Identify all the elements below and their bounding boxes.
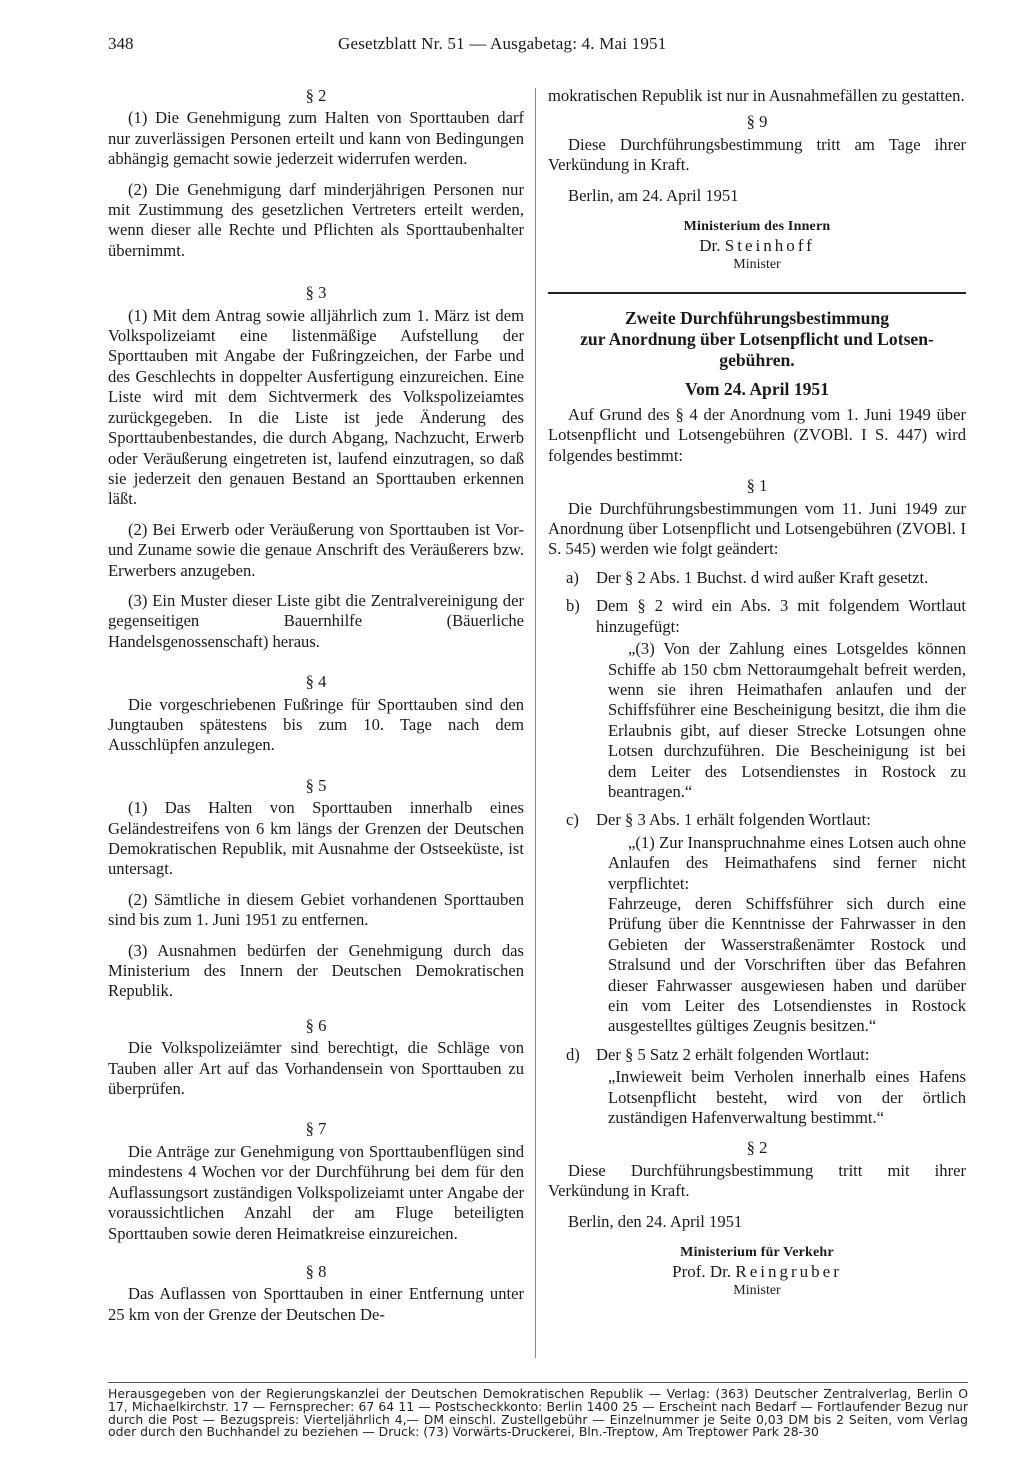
paragraph: Das Auflassen von Sporttauben in einer Entfernung unter 25 km von der Grenze der Deutschen De- [108, 1284, 524, 1324]
section-heading: § 4 [305, 672, 327, 692]
decree-title-line: gebühren. [719, 350, 795, 371]
paragraph: Diese Durchführungsbestimmung tritt mit ihrer Verkündung in Kraft. [548, 1160, 966, 1201]
gazette-title: Gesetzblatt Nr. 51 — Ausgabetag: 4. Mai 1951 [338, 34, 667, 53]
page-header [108, 34, 968, 60]
signer-name: Reingruber [735, 1262, 842, 1282]
quote-paragraph: „(3) Von der Zahlung eines Lotsgeldes können Schiffe ab 150 cbm Nettoraumgehalt befreit werden, wenn sie ihren Heimathafen anlaufen und der Schiffsführer eine Bescheinigung besitzt, die ihm die Erlaubnis gibt, auf dieser Strecke Lotsungen ohne Lotsen durchzuführen. Die Bescheinigung ist bei dem Leiter des Lotsendienstes in Rostock zu beantragen.“ [608, 639, 966, 801]
paragraph-continuation: mokratischen Republik ist nur in Ausnahmefällen zu gestatten. [548, 86, 965, 105]
section-heading: § 2 [305, 86, 327, 105]
item-text: Der § 3 Abs. 1 erhält folgenden Wortlaut: [596, 810, 871, 830]
signer-role: Minister [733, 1283, 781, 1299]
section-heading: § 3 [305, 283, 327, 303]
signer-title: Prof. Dr. [672, 1262, 732, 1282]
quote-paragraph: Fahrzeuge, deren Schiffsführer sich durch eine Prüfung über die Kenntnisse der Fahrwasser in den Gebieten der Wasserstraßenämter Rostock und Stralsund und der Vorschriften über das Befahren dieser Fahrwasser ausgewiesen haben und darüber ein vom Leiter des Lotsendienstes in Rostock ausgestelltes gültiges Zeugnis besitzen.“ [608, 893, 966, 1036]
paragraph: (1) Das Halten von Sporttauben innerhalb eines Geländestreifens von 6 km längs der Grenzen der Deutschen Demokratischen Republik, mit Ausnahme der Ostseeküste, ist untersagt. [108, 798, 524, 879]
section-heading: § 9 [746, 112, 768, 132]
paragraph: (3) Ausnahmen bedürfen der Genehmigung durch das Ministerium des Innern der Deutschen Demokratischen Republik. [108, 940, 524, 1001]
quoted-text [608, 833, 966, 1037]
decree-date: Vom 24. April 1951 [684, 379, 830, 400]
amendment-item [548, 568, 966, 588]
signer-role: Minister [733, 257, 781, 273]
decree-intro: Auf Grund des § 4 der Anordnung vom 1. Juni 1949 über Lotsenpflicht und Lotsengebühren (ZVOBl. I S. 447) wird folgendes bestimmt: [548, 405, 966, 465]
section-heading: § 8 [305, 1261, 327, 1281]
item-label: b) [566, 596, 580, 616]
section-heading: § 1 [746, 476, 768, 496]
right-column [548, 86, 966, 1300]
quote-paragraph: „(1) Zur Inanspruchnahme eines Lotsen auch ohne Anlaufen des Heimathafens sind ferner nicht verpflichtet: [608, 832, 966, 893]
paragraph: Diese Durchführungsbestimmung tritt am Tage ihrer Verkündung in Kraft. [548, 134, 966, 175]
signature-block [548, 236, 966, 256]
item-text: Dem § 2 wird ein Abs. 3 mit folgendem Wortlaut hinzugefügt: [596, 596, 966, 636]
item-text: Der § 2 Abs. 1 Buchst. d wird außer Kraft gesetzt. [596, 567, 929, 587]
item-label: a) [566, 567, 579, 587]
paragraph: Die Volkspolizeiämter sind berechtigt, die Schläge von Tauben aller Art auf das Vorhandensein von Sporttauben zu überprüfen. [108, 1038, 524, 1099]
section-heading: § 2 [746, 1138, 768, 1158]
quote-paragraph: „Inwieweit beim Verholen innerhalb eines Hafens Lotsenpflicht besteht, wird von der örtlich zuständigen Hafenverwaltung bestimmt.“ [608, 1067, 966, 1128]
footer-divider [108, 1382, 968, 1383]
section-heading: § 7 [305, 1119, 327, 1139]
paragraph: (2) Die Genehmigung darf minderjährigen Personen nur mit Zustimmung des gesetzlichen Vertreters erteilt werden, wenn dieser alle Rechte und Pflichten als Sporttaubenhalter übernimmt. [108, 179, 524, 260]
section-heading: § 5 [305, 775, 327, 795]
column-divider [535, 88, 536, 1358]
ministry-name: Ministerium des Innern [683, 219, 831, 235]
section-heading: § 6 [305, 1015, 327, 1035]
left-column [108, 86, 524, 1325]
signature-block [548, 1262, 966, 1282]
paragraph: (2) Bei Erwerb oder Veräußerung von Sporttauben ist Vor- und Zuname sowie die genaue Anschrift des Veräußerers bzw. Erwerbers anzugeben. [108, 519, 524, 580]
item-label: d) [566, 1044, 580, 1064]
amendment-item [548, 596, 966, 637]
item-text: Der § 5 Satz 2 erhält folgenden Wortlaut: [596, 1044, 870, 1064]
paragraph: (2) Sämtliche in diesem Gebiet vorhandenen Sporttauben sind bis zum 1. Juni 1951 zu entfernen. [108, 889, 524, 930]
ministry-name: Ministerium für Verkehr [680, 1245, 834, 1261]
item-label: c) [566, 810, 579, 830]
amendment-item [548, 810, 966, 830]
place-date: Berlin, den 24. April 1951 [568, 1211, 743, 1231]
quoted-text [608, 639, 966, 802]
paragraph: Die Anträge zur Genehmigung von Sporttaubenflügen sind mindestens 4 Wochen vor der Durchführung bei dem für den Auflassungsort zuständigen Volkspolizeiamt unter Angabe der voraussichtlichen Anzahl der am Fluge beteiligten Sporttauben sowie deren Heimatkreise einzureichen. [108, 1141, 524, 1243]
section-divider [548, 292, 966, 294]
decree-title-line: Zweite Durchführungsbestimmung [624, 308, 890, 329]
paragraph: (3) Ein Muster dieser Liste gibt die Zentralvereinigung der gegenseitigen Bauernhilfe (Bäuerliche Handelsgenossenschaft) heraus. [108, 590, 524, 651]
paragraph: Die Durchführungsbestimmungen vom 11. Juni 1949 zur Anordnung über Lotsenpflicht und Lotsengebühren (ZVOBl. I S. 545) werden wie folgt geändert: [548, 498, 966, 559]
paragraph: (1) Mit dem Antrag sowie alljährlich zum 1. März ist dem Volkspolizeiamt eine listenmäßige Aufstellung der Sporttauben mit Angabe der Fußringzeichen, der Farbe und des Geschlechts in doppelter Ausfertigung einzureichen. Eine Liste wird mit dem Sichtvermerk des Volkspolizeiamtes zurückgegeben. In die Liste ist jede Änderung des Sporttaubenbestandes, die durch Abgang, Nachzucht, Erwerb oder Veräußerung eingetreten ist, laufend einzutragen, so daß sie jederzeit den genauen Bestand an Sporttauben erkennen läßt. [108, 305, 524, 509]
signer-name: Steinhoff [724, 236, 815, 256]
place-date: Berlin, am 24. April 1951 [568, 185, 739, 205]
signer-title: Dr. [699, 236, 721, 256]
publisher-footer: Herausgegeben von der Regierungskanzlei der Deutschen Demokratischen Republik — Verlag: (363) Deutscher Zentralverlag, Berlin O 17, Michaelkirchstr. 17 — Fernsprecher: 67 64 11 — Postscheckkonto: Berlin 1400 25 — Erscheint nach Bedarf — Fortlaufender Bezug nur durch die Post — Bezugspreis: Vierteljährlich 4,— DM einschl. Zustellgebühr — Einzelnummer je Seite 0,03 DM bis 2 Seiten, vom Verlag oder durch den Buchhandel zu beziehen — Druck: (73) Vorwärts-Druckerei, Bln.-Treptow, Am Treptower Park 28-30 [108, 1386, 968, 1440]
amendment-item [548, 1045, 966, 1065]
paragraph: Die vorgeschriebenen Fußringe für Sporttauben sind den Jungtauben spätestens bis zum 10. Tage nach dem Ausschlüpfen anzulegen. [108, 694, 524, 755]
decree-title-line: zur Anordnung über Lotsenpflicht und Lotsen- [580, 329, 934, 350]
quoted-text [608, 1067, 966, 1128]
paragraph: (1) Die Genehmigung zum Halten von Sporttauben darf nur zuverlässigen Personen erteilt und kann von Bedingungen abhängig gemacht sowie jederzeit widerrufen werden. [108, 108, 524, 169]
page-number: 348 [108, 34, 134, 53]
